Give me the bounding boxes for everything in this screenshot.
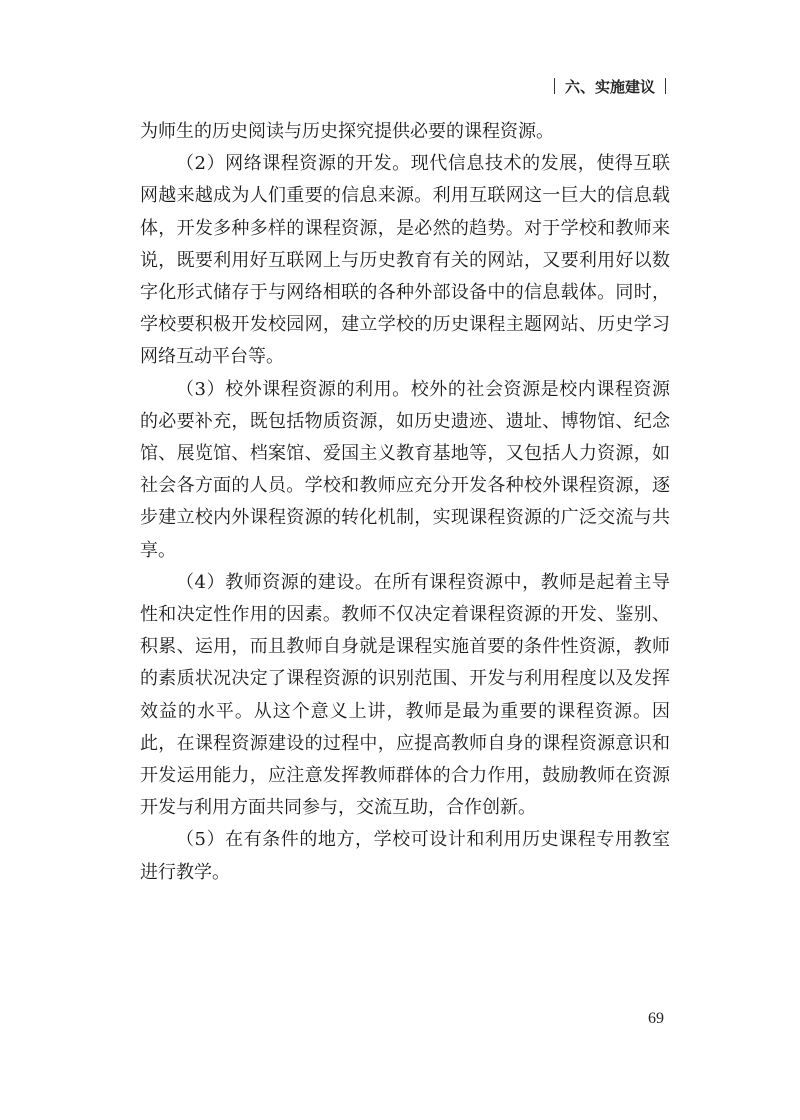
header-section-title: 六、实施建议 (564, 78, 655, 96)
paragraph-classroom: （5）在有条件的地方，学校可设计和利用历史课程专用教室进行教学。 (140, 829, 670, 883)
body-text (140, 116, 670, 889)
paragraph-online-resources: （2）网络课程资源的开发。现代信息技术的发展，使得互联网越来越成为人们重要的信息来源。利用互联网这一巨大的信息载体，开发多种多样的课程资源，是必然的趋势。对于学校和教师来说，既要利用好互联网上与历史教育有关的网站，又要利用好以数字化形式储存于与网络相联的各种外部设备中的信息载体。同时，学校要积极开发校园网，建立学校的历史课程主题网站、历史学习网络互动平台等。 (140, 153, 670, 368)
paragraph-external-resources: （3）校外课程资源的利用。校外的社会资源是校内课程资源的必要补充，既包括物质资源，如历史遗迹、遗址、博物馆、纪念馆、展览馆、档案馆、爱国主义教育基地等，又包括人力资源，如社会各方面的人员。学校和教师应充分开发各种校外课程资源，逐步建立校内外课程资源的转化机制，实现课程资源的广泛交流与共享。 (140, 378, 670, 561)
header-divider-right (665, 78, 666, 94)
running-header (544, 76, 676, 97)
paragraph-continued: 为师生的历史阅读与历史探究提供必要的课程资源。 (140, 121, 554, 142)
header-divider-left (554, 78, 555, 94)
page-number: 69 (648, 1010, 664, 1027)
paragraph-teacher-resources: （4）教师资源的建设。在所有课程资源中，教师是起着主导性和决定性作用的因素。教师不仅决定着课程资源的开发、鉴别、积累、运用，而且教师自身就是课程实施首要的条件性资源，教师的素质状况决定了课程资源的识别范围、开发与利用程度以及发挥效益的水平。从这个意义上讲，教师是最为重要的课程资源。因此，在课程资源建设的过程中，应提高教师自身的课程资源意识和开发运用能力，应注意发挥教师群体的合力作用，鼓励教师在资源开发与利用方面共同参与，交流互助，合作创新。 (140, 571, 670, 819)
